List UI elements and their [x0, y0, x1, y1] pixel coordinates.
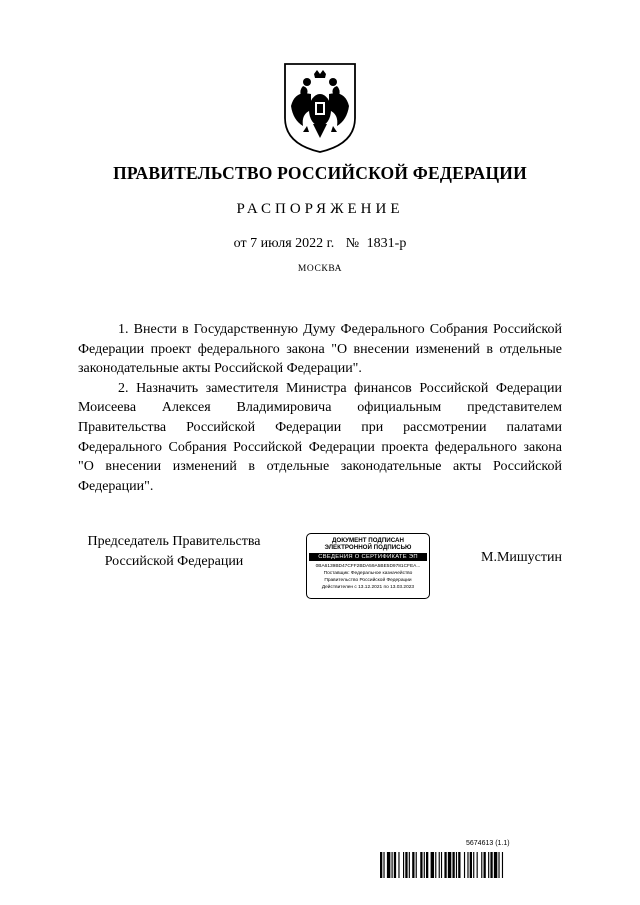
number-sign: № [345, 236, 360, 251]
document-body [78, 320, 562, 496]
stamp-supplier-2: Правительство Российской Федерации [324, 578, 412, 583]
paragraph-2: 2. Назначить заместителя Министра финансов Российской Федерации Моисеева Алексея Владимировича официальным представителем Правительства Российской Федерации при рассмотрении палатами Федерального Собрания Российской Федерации проекта федерального закона "О внесении изменений в отдельные законодательные акты Российской Федерации". [78, 380, 562, 494]
coat-of-arms-icon [281, 60, 359, 154]
document-number: 1831-р [366, 236, 407, 251]
stamp-title-2: ЭЛЕКТРОННОЙ ПОДПИСЬЮ [324, 544, 412, 551]
signatory-name: М.Мишустин [481, 550, 562, 565]
position-line-2: Российской Федерации [104, 553, 244, 569]
document-date: от 7 июля 2022 г. [233, 236, 335, 251]
document-code: 5674613 (1.1) [466, 840, 510, 847]
stamp-title-1: ДОКУМЕНТ ПОДПИСАН [332, 537, 404, 544]
signatory-position [74, 532, 274, 571]
paragraph-1: 1. Внести в Государственную Думу Федерального Собрания Российской Федерации проект федерального закона "О внесении изменений в отдельные законодательные акты Российской Федерации". [78, 322, 562, 377]
stamp-supplier-1: Поставщик: Федеральное казначейство [323, 571, 413, 576]
electronic-signature-stamp [306, 533, 430, 599]
stamp-certificate-bar: СВЕДЕНИЯ О СЕРТИФИКАТЕ ЭП [309, 553, 427, 561]
city: МОСКВА [297, 264, 343, 274]
barcode-icon [380, 852, 564, 878]
position-line-1: Председатель Правительства [87, 534, 261, 549]
document-type: РАСПОРЯЖЕНИЕ [236, 201, 404, 217]
date-line [0, 236, 640, 252]
stamp-validity: Действителен с 13.12.2021 по 13.03.2023 [321, 585, 415, 590]
government-title: ПРАВИТЕЛЬСТВО РОССИЙСКОЙ ФЕДЕРАЦИИ [113, 163, 527, 183]
stamp-serial: 0BA6139BD47CFF2BDA59A5BE5D9781CFEA... [315, 564, 421, 569]
